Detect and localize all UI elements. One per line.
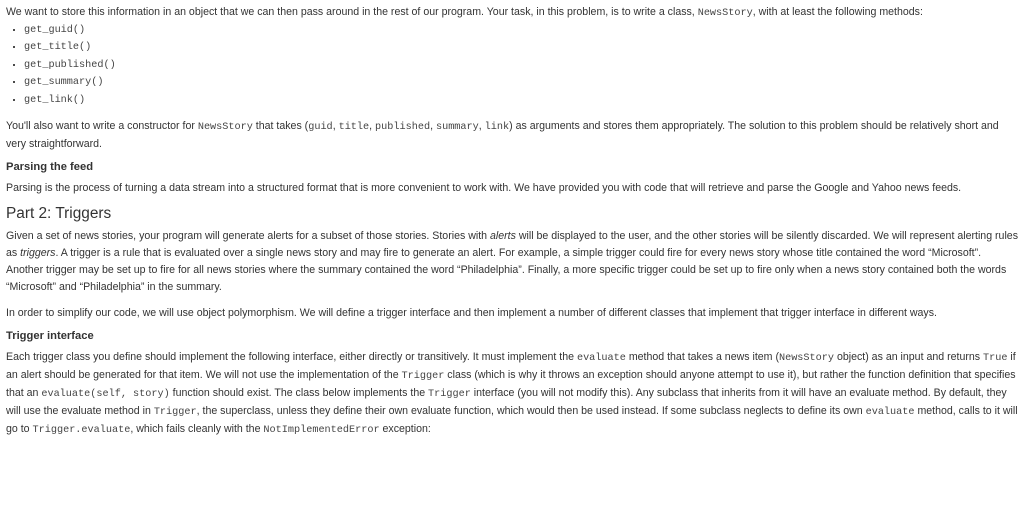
method-item: • get_published() xyxy=(24,57,1018,74)
paragraph-text: class (which is why it throws an exception should anyone attempt to use it), but rather the function definition that specifies that an xyxy=(6,369,1016,400)
arg-code: link xyxy=(484,122,510,134)
intro-text-end: , with at least the following methods: xyxy=(752,6,923,18)
inline-code: Trigger.evaluate xyxy=(32,425,131,437)
arg-code: published xyxy=(375,122,431,134)
constructor-paragraph xyxy=(6,118,1018,153)
arg-separator: , xyxy=(332,120,339,133)
trigger-interface-paragraph xyxy=(6,349,1018,439)
inline-code: Trigger xyxy=(401,371,445,383)
arg-separator: , xyxy=(478,120,485,133)
class-name-code: NewsStory xyxy=(197,122,253,134)
parsing-paragraph: Parsing is the process of turning a data stream into a structured format that is more convenient to work with. We have provided you with code that will retrieve and parse the Google and Yahoo news feeds. xyxy=(6,182,962,195)
inline-code: Trigger xyxy=(428,389,471,401)
method-item: • get_guid() xyxy=(24,22,1018,39)
paragraph-text: Given a set of news stories, your program will generate alerts for a subset of those stories. Stories with xyxy=(6,230,490,243)
paragraph-text: . A trigger is a rule that is evaluated over a single news story and may fire to generate an alert. For example, a simple trigger could fire for every news story whose title contained the word “Microsoft”. Another trigger may be set up to fire for all news stories where the summary contained the word “Philadelphia”. Finally, a more specific trigger could be set up to fire only when a news story contained both the words “Microsoft” and “Philadelphia” in the summary. xyxy=(6,247,1007,294)
methods-list xyxy=(6,22,1018,109)
paragraph-text: function should exist. The class below implements the xyxy=(169,387,429,400)
paragraph-text: if an alert should be generated for that item. We will not use the implementation of the xyxy=(6,351,1016,382)
paragraph-text: , which fails cleanly with the xyxy=(130,423,264,436)
emphasis-text: alerts xyxy=(490,230,516,243)
class-name-code: NewsStory xyxy=(697,8,753,19)
method-item: • get_summary() xyxy=(24,74,1018,91)
inline-code: NotImplementedError xyxy=(263,425,380,437)
inline-code: True xyxy=(983,353,1008,365)
arg-code: guid xyxy=(308,122,333,134)
arg-code: summary xyxy=(435,122,479,134)
triggers-intro-paragraph xyxy=(6,228,1018,296)
paragraph-text: Each trigger class you define should implement the following interface, either directly or transitively. It must implement the xyxy=(6,351,577,364)
paragraph-text: , the superclass, unless they define their own evaluate function, which would then be used instead. If some subclass neglects to define its own xyxy=(196,405,866,418)
inline-code: evaluate xyxy=(576,353,626,365)
paragraph-text: method, calls to it will go to xyxy=(6,405,1018,436)
inline-code: Trigger xyxy=(153,407,197,419)
paragraph-text: exception: xyxy=(379,423,431,436)
arg-separator: , xyxy=(369,120,376,133)
constructor-text: ) as arguments and stores them appropriately. The solution to this problem should be relatively short and very straightforward. xyxy=(6,120,999,151)
method-item: • get_title() xyxy=(24,39,1018,56)
part2-heading: Part 2: Triggers xyxy=(6,205,112,223)
paragraph-text: will be displayed to the user, and the other stories will be silently discarded. We will represent alerting rules as xyxy=(6,230,1018,260)
polymorphism-paragraph: In order to simplify our code, we will use object polymorphism. We will define a trigger interface and then implement a number of different classes that implement that trigger interface in different ways. xyxy=(6,307,937,320)
method-item: • get_link() xyxy=(24,92,1018,109)
emphasis-text: triggers xyxy=(20,247,56,260)
constructor-text: that takes ( xyxy=(252,120,309,133)
parsing-heading: Parsing the feed xyxy=(6,161,94,174)
inline-code: NewsStory xyxy=(778,353,834,365)
paragraph-text: method that takes a news item ( xyxy=(625,351,779,364)
inline-code: evaluate(self, story) xyxy=(41,389,170,401)
intro-text: We want to store this information in an object that we can then pass around in the rest of our program. Your task, in this problem, is to write a class, xyxy=(6,6,698,18)
inline-code: evaluate xyxy=(865,407,915,419)
trigger-interface-heading: Trigger interface xyxy=(6,330,94,343)
paragraph-text: object) as an input and returns xyxy=(834,351,983,364)
arg-separator: , xyxy=(430,120,436,133)
constructor-text: You'll also want to write a constructor for xyxy=(6,120,198,133)
arg-code: title xyxy=(338,122,370,134)
paragraph-text: interface (you will not modify this). Any subclass that inherits from it will have an evaluate method. By default, they will use the evaluate method in xyxy=(6,387,1007,418)
intro-paragraph xyxy=(6,4,1018,22)
